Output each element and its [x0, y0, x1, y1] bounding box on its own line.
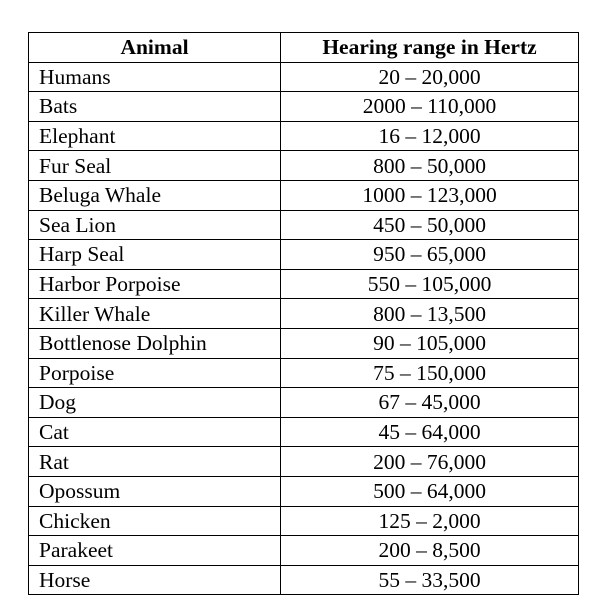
table-row: [29, 358, 579, 388]
animal-cell: Dog: [29, 388, 281, 418]
hearing-range-cell: 800 – 13,500: [281, 299, 579, 329]
hearing-range-cell: 550 – 105,000: [281, 269, 579, 299]
animal-cell: Cat: [29, 417, 281, 447]
animal-cell: Killer Whale: [29, 299, 281, 329]
animal-cell: Humans: [29, 62, 281, 92]
column-header-animal: Animal: [29, 33, 281, 63]
hearing-range-cell: 16 – 12,000: [281, 121, 579, 151]
column-header-hearing-range: Hearing range in Hertz: [281, 33, 579, 63]
table-row: [29, 269, 579, 299]
table-row: [29, 328, 579, 358]
table-row: [29, 62, 579, 92]
table-row: [29, 92, 579, 122]
animal-cell: Harp Seal: [29, 240, 281, 270]
animal-cell: Parakeet: [29, 536, 281, 566]
hearing-range-cell: 500 – 64,000: [281, 476, 579, 506]
hearing-range-cell: 20 – 20,000: [281, 62, 579, 92]
animal-cell: Porpoise: [29, 358, 281, 388]
hearing-range-cell: 125 – 2,000: [281, 506, 579, 536]
hearing-range-cell: 450 – 50,000: [281, 210, 579, 240]
table-row: [29, 388, 579, 418]
hearing-range-cell: 2000 – 110,000: [281, 92, 579, 122]
hearing-range-cell: 75 – 150,000: [281, 358, 579, 388]
table-row: [29, 565, 579, 595]
table-row: [29, 476, 579, 506]
table-row: [29, 536, 579, 566]
hearing-range-cell: 45 – 64,000: [281, 417, 579, 447]
animal-cell: Beluga Whale: [29, 180, 281, 210]
hearing-range-table: [28, 32, 579, 595]
hearing-range-cell: 200 – 76,000: [281, 447, 579, 477]
animal-cell: Opossum: [29, 476, 281, 506]
animal-cell: Sea Lion: [29, 210, 281, 240]
hearing-range-cell: 90 – 105,000: [281, 328, 579, 358]
animal-cell: Rat: [29, 447, 281, 477]
animal-cell: Elephant: [29, 121, 281, 151]
animal-cell: Harbor Porpoise: [29, 269, 281, 299]
animal-cell: Bats: [29, 92, 281, 122]
hearing-range-cell: 67 – 45,000: [281, 388, 579, 418]
animal-cell: Horse: [29, 565, 281, 595]
table-row: [29, 447, 579, 477]
table-row: [29, 180, 579, 210]
table-row: [29, 151, 579, 181]
hearing-range-cell: 55 – 33,500: [281, 565, 579, 595]
hearing-range-cell: 950 – 65,000: [281, 240, 579, 270]
table-body: [29, 62, 579, 595]
table-header-row: [29, 33, 579, 63]
animal-cell: Chicken: [29, 506, 281, 536]
animal-cell: Fur Seal: [29, 151, 281, 181]
hearing-range-cell: 1000 – 123,000: [281, 180, 579, 210]
hearing-range-cell: 800 – 50,000: [281, 151, 579, 181]
table-row: [29, 121, 579, 151]
table-row: [29, 299, 579, 329]
animal-cell: Bottlenose Dolphin: [29, 328, 281, 358]
hearing-range-cell: 200 – 8,500: [281, 536, 579, 566]
table-row: [29, 210, 579, 240]
table-row: [29, 417, 579, 447]
hearing-range-table-container: [28, 32, 578, 595]
table-row: [29, 506, 579, 536]
table-row: [29, 240, 579, 270]
